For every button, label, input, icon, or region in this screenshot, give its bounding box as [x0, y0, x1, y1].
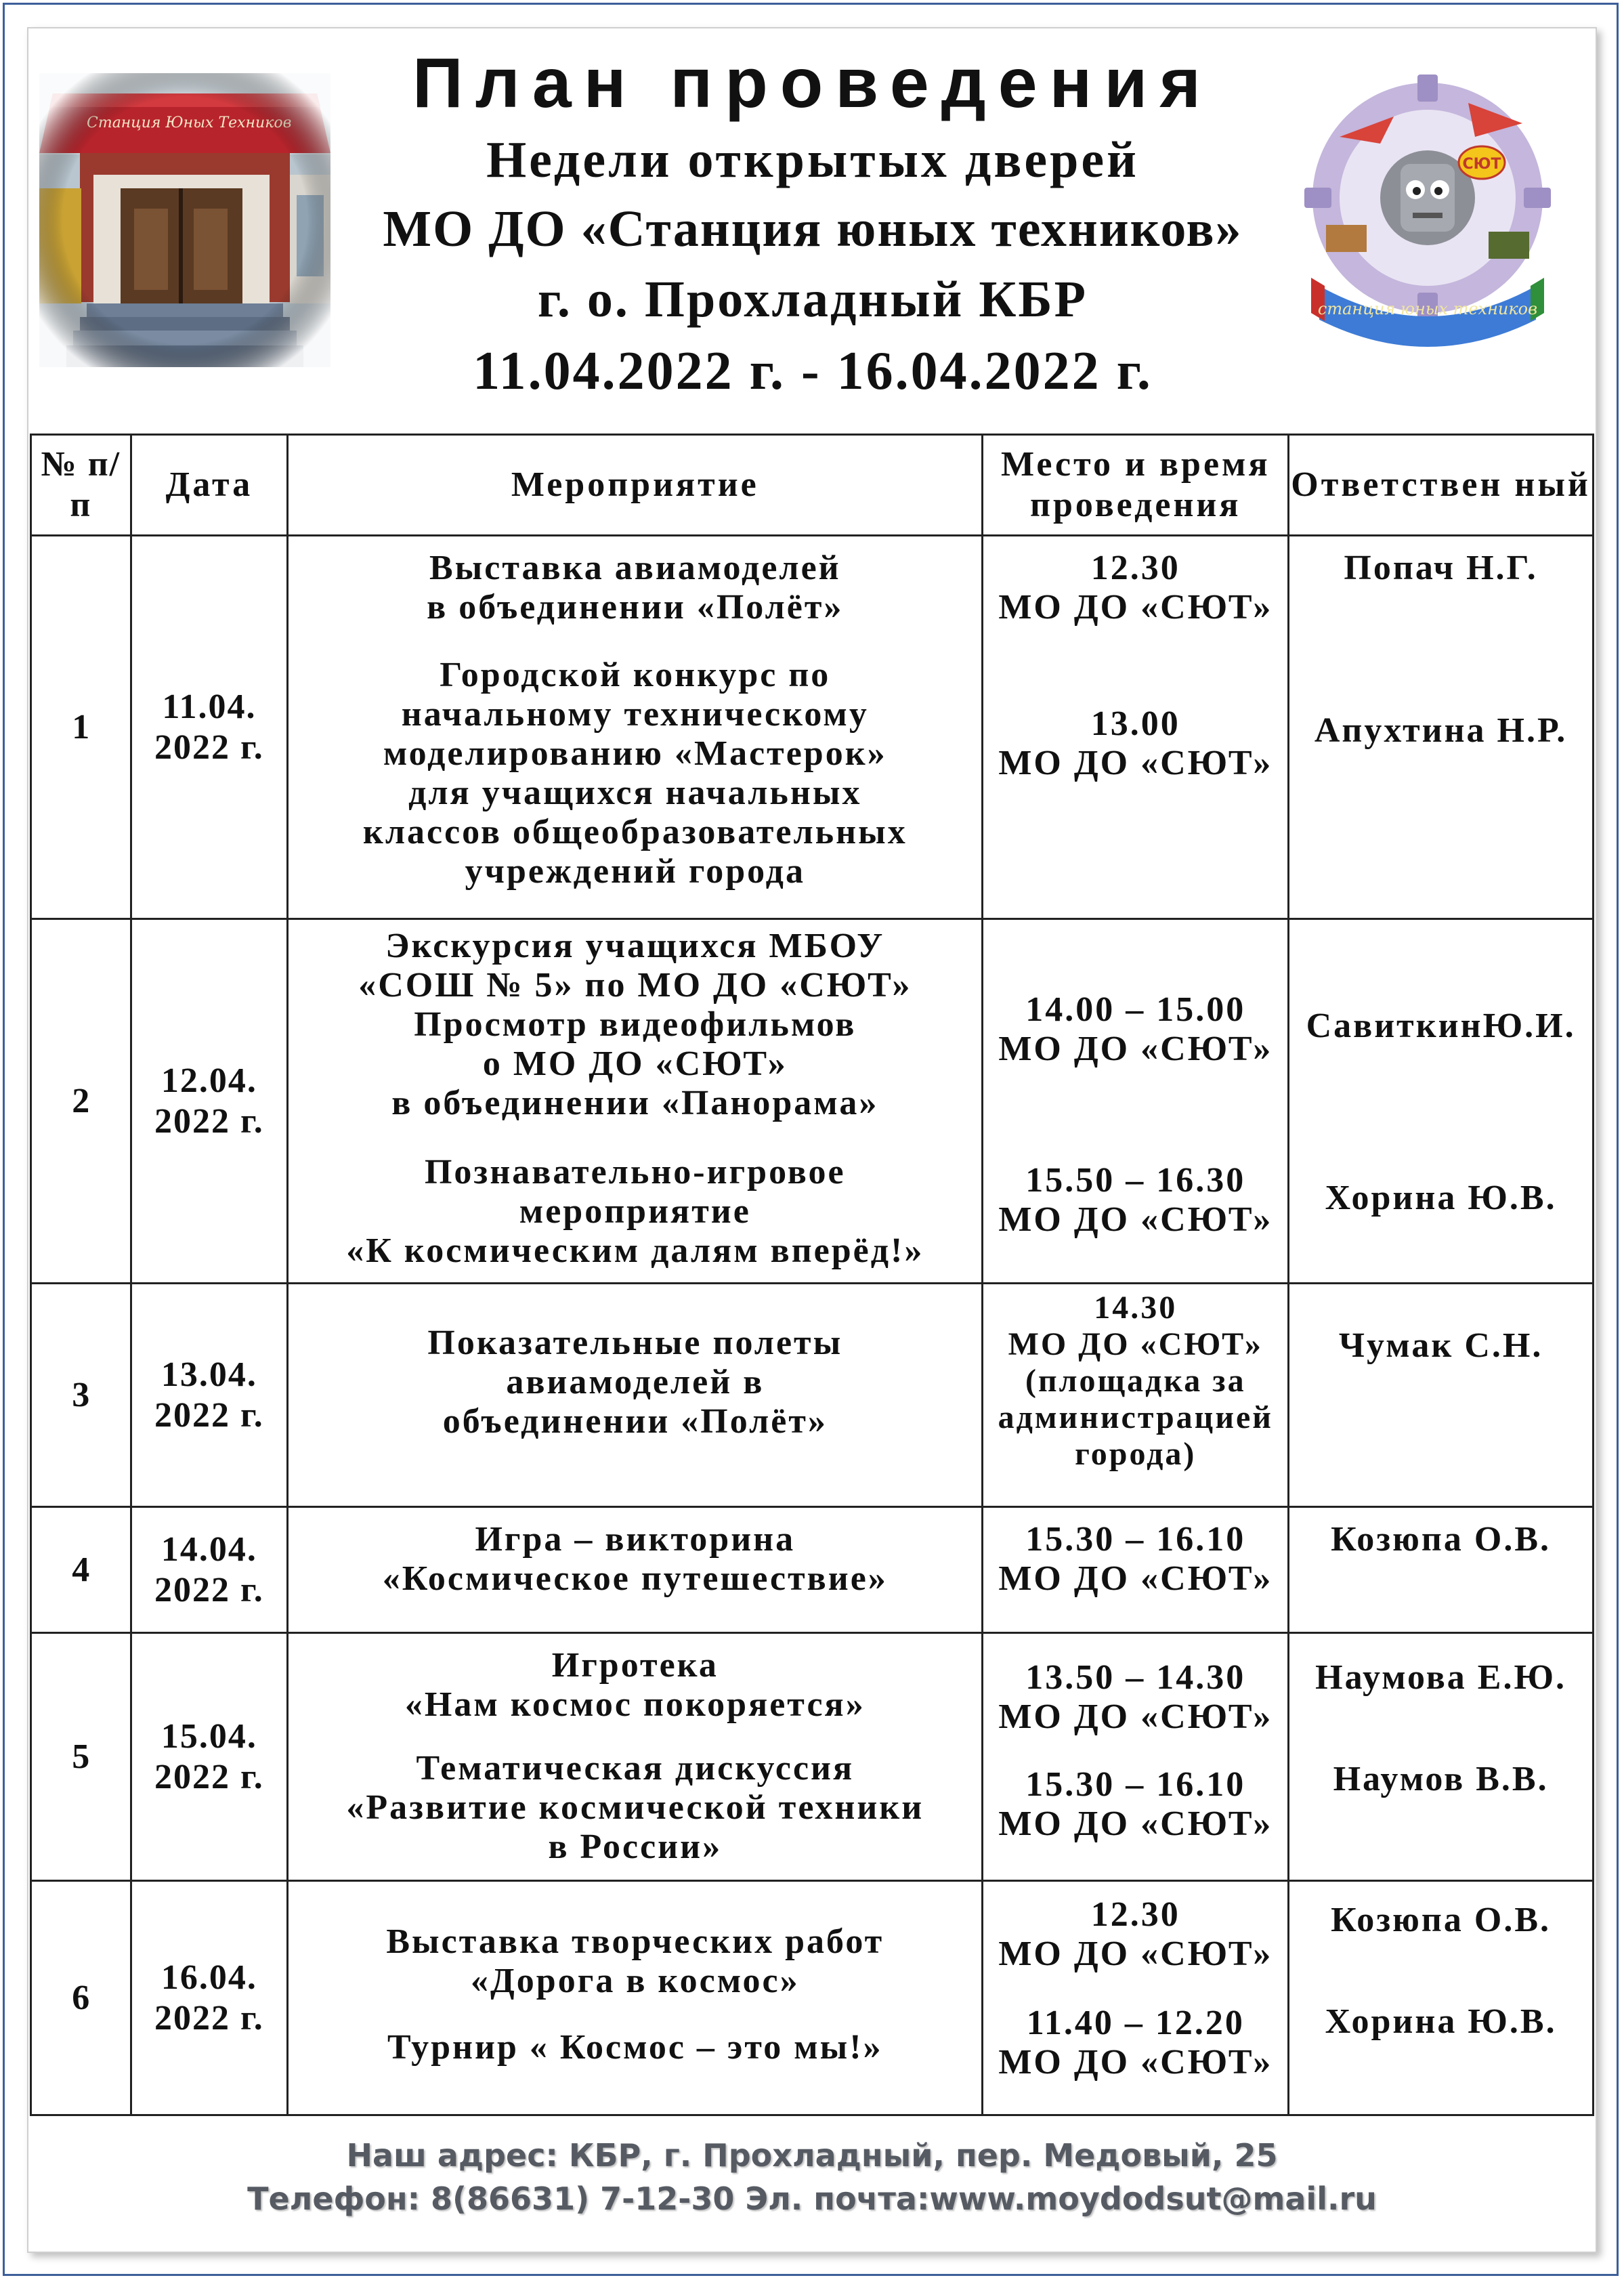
- row-event: Игра – викторина «Космическое путешествие»: [288, 1507, 983, 1633]
- row-event: Экскурсия учащихся МБОУ «СОШ № 5» по МО ДО «СЮТ» Просмотр видеофильмов о МО ДО «СЮТ» в объединении «Панорама» Познавательно-игровое мероприятие «К космическим далям вперёд!»: [288, 919, 983, 1284]
- table-row: [31, 536, 1594, 919]
- header-date: Дата: [131, 435, 288, 536]
- table-row: [31, 919, 1594, 1284]
- row-place: 15.30 – 16.10 МО ДО «СЮТ»: [983, 1507, 1289, 1633]
- row-number: 6: [31, 1881, 131, 2115]
- row-event: Игротека «Нам космос покоряется» Тематическая дискуссия «Развитие космической техники в России»: [288, 1633, 983, 1881]
- document-header: [325, 41, 1300, 408]
- row-responsible: Чумак С.Н.: [1289, 1284, 1594, 1507]
- footer-address: Наш адрес: КБР, г. Прохладный, пер. Медовый, 25: [346, 2137, 1278, 2174]
- row-place: 13.50 – 14.30 МО ДО «СЮТ» 15.30 – 16.10 МО ДО «СЮТ»: [983, 1633, 1289, 1881]
- row-responsible: СавиткинЮ.И. Хорина Ю.В.: [1289, 919, 1594, 1284]
- header-responsible: Ответствен ный: [1289, 435, 1594, 536]
- subtitle-week: Недели открытых дверей: [486, 131, 1139, 188]
- row-event: Выставка творческих работ «Дорога в космос» Турнир « Космос – это мы!»: [288, 1881, 983, 2115]
- row-date: 14.04. 2022 г.: [131, 1507, 288, 1633]
- logo-ribbon-text: станция юных техников: [1317, 299, 1538, 318]
- building-photo: [39, 73, 330, 367]
- footer-contacts: [30, 2134, 1594, 2220]
- row-responsible: Попач Н.Г. Апухтина Н.Р.: [1289, 536, 1594, 919]
- row-number: 1: [31, 536, 131, 919]
- table-header-row: [31, 435, 1594, 536]
- row-place: 12.30 МО ДО «СЮТ» 11.40 – 12.20 МО ДО «СЮТ»: [983, 1881, 1289, 2115]
- row-number: 5: [31, 1633, 131, 1881]
- footer-phone-email: Телефон: 8(86631) 7-12-30 Эл. почта:www.moydodsut@mail.ru: [247, 2180, 1377, 2217]
- schedule-table: [30, 434, 1594, 2116]
- header-event: Мероприятие: [288, 435, 983, 536]
- row-number: 3: [31, 1284, 131, 1507]
- subtitle-dates: 11.04.2022 г. - 16.04.2022 г.: [473, 341, 1153, 401]
- row-date: 11.04. 2022 г.: [131, 536, 288, 919]
- table-row: [31, 1633, 1594, 1881]
- row-date: 13.04. 2022 г.: [131, 1284, 288, 1507]
- logo-badge-text: СЮТ: [1462, 156, 1501, 173]
- row-responsible: Козюпа О.В. Хорина Ю.В.: [1289, 1881, 1594, 2115]
- row-place: 14.00 – 15.00 МО ДО «СЮТ» 15.50 – 16.30 МО ДО «СЮТ»: [983, 919, 1289, 1284]
- table-row: [31, 1284, 1594, 1507]
- row-event: Выставка авиамоделей в объединении «Полёт» Городской конкурс по начальному техническому моделированию «Мастерок» для учащихся начальных классов общеобразовательных учреждений города: [288, 536, 983, 919]
- station-logo: [1299, 62, 1556, 374]
- header-num: № п/п: [31, 435, 131, 536]
- row-date: 15.04. 2022 г.: [131, 1633, 288, 1881]
- row-responsible: Козюпа О.В.: [1289, 1507, 1594, 1633]
- row-responsible: Наумова Е.Ю. Наумов В.В.: [1289, 1633, 1594, 1881]
- row-event: Показательные полеты авиамоделей в объединении «Полёт»: [288, 1284, 983, 1507]
- row-date: 16.04. 2022 г.: [131, 1881, 288, 2115]
- subtitle-organization: МО ДО «Станция юных техников»: [383, 200, 1243, 257]
- row-number: 4: [31, 1507, 131, 1633]
- row-place: 12.30 МО ДО «СЮТ» 13.00 МО ДО «СЮТ»: [983, 536, 1289, 919]
- header-place: Место и время проведения: [983, 435, 1289, 536]
- table-row: [31, 1507, 1594, 1633]
- subtitle-city: г. о. Прохладный КБР: [537, 271, 1088, 328]
- row-date: 12.04. 2022 г.: [131, 919, 288, 1284]
- page-title: План проведения: [412, 44, 1213, 123]
- row-number: 2: [31, 919, 131, 1284]
- row-place: 14.30 МО ДО «СЮТ» (площадка за администрацией города): [983, 1284, 1289, 1507]
- table-row: [31, 1881, 1594, 2115]
